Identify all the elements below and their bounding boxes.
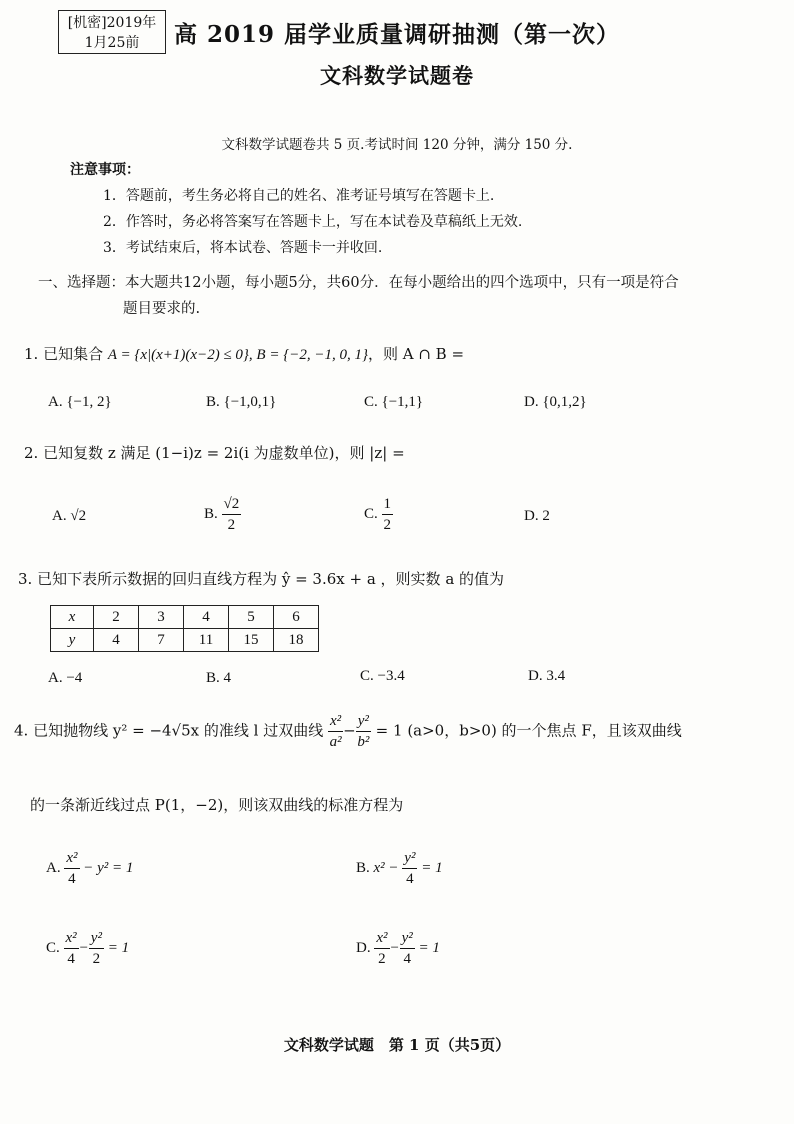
q4-option-d-label: D.	[356, 939, 371, 956]
q4-part-2: = 1 (a>0，b>0) 的一个焦点 F，且该双曲线	[375, 721, 682, 740]
q1-suffix: ，则 A ∩ B =	[367, 345, 465, 363]
q2-option-b	[204, 494, 241, 535]
question-1-stem	[24, 343, 464, 364]
q4-fraction-x	[328, 711, 343, 752]
q4-option-b	[356, 848, 443, 889]
fraction-numerator: y²	[356, 711, 371, 732]
exam-info: 文科数学试题卷共 5 页.考试时间 120 分钟，满分 150 分.	[221, 137, 573, 153]
fraction-numerator: x²	[374, 928, 389, 949]
q4-option-c-rest: = 1	[107, 939, 130, 956]
fraction-denominator: 4	[406, 871, 414, 887]
question-4-stem	[14, 711, 682, 752]
notice-item: 1．答题前，考生务必将自己的姓名、准考证号填写在答题卡上.	[103, 188, 495, 204]
notice-item: 3．考试结束后，将本试卷、答题卡一并收回.	[103, 240, 383, 256]
table-row-y	[51, 629, 319, 652]
fraction-denominator: 2	[92, 951, 101, 967]
page-footer: 文科数学试题 第 1 页（共5页）	[283, 1036, 511, 1054]
notice-heading: 注意事项：	[70, 162, 140, 178]
fraction-numerator: y²	[400, 928, 415, 949]
table-cell: 15	[229, 629, 274, 652]
table-cell: 6	[274, 606, 319, 629]
q4-option-b-rest: = 1	[421, 859, 443, 876]
q1-option-d: D. {0,1,2}	[524, 394, 587, 410]
fraction-numerator: y²	[89, 928, 104, 949]
q1-option-a: A. {−1, 2}	[48, 394, 112, 410]
q2-option-b-label: B.	[204, 505, 218, 522]
fraction-denominator: 4	[403, 951, 411, 967]
q3-option-b: B. 4	[206, 670, 232, 686]
table-cell: 5	[229, 606, 274, 629]
stamp-line-2: 1月25前	[84, 35, 140, 51]
table-header-x: x	[51, 606, 94, 629]
regression-data-table	[50, 605, 319, 652]
question-2-stem: 2. 已知复数 z 满足 (1−i)z = 2i(i 为虚数单位)，则 |z| =	[24, 444, 405, 462]
fraction-numerator: x²	[328, 711, 343, 732]
q4-option-c-fraction-2	[89, 928, 104, 969]
table-cell: 4	[94, 629, 139, 652]
fraction-denominator: a²	[329, 734, 342, 750]
q2-option-a: A. √2	[52, 508, 87, 524]
q3-option-c: C. −3.4	[360, 668, 405, 684]
q4-option-b-label: B.	[356, 859, 370, 876]
q4-option-a	[46, 848, 133, 889]
q4-option-c-fraction-1	[64, 928, 79, 969]
fraction-denominator: b²	[357, 734, 370, 750]
notice-item: 2．作答时，务必将答案写在答题卡上，写在本试卷及草稿纸上无效.	[103, 214, 523, 230]
question-3-stem: 3. 已知下表所示数据的回归直线方程为 ŷ = 3.6x + a ，则实数 a 的值为	[18, 570, 505, 588]
q3-option-a: A. −4	[48, 670, 83, 686]
q4-option-b-fraction	[402, 848, 417, 889]
exam-title: 高 2019 届学业质量调研抽测（第一次）	[173, 21, 621, 48]
fraction-numerator: 1	[382, 494, 394, 515]
fraction-denominator: 2	[227, 517, 236, 533]
q2-option-c	[364, 494, 393, 535]
q4-option-a-rest: − y² = 1	[83, 859, 134, 876]
section-heading	[38, 270, 778, 322]
q4-option-c-label: C.	[46, 939, 60, 956]
fraction-numerator: x²	[64, 848, 79, 869]
table-cell: 11	[184, 629, 229, 652]
q4-option-a-label: A.	[46, 859, 61, 876]
fraction-denominator: 4	[68, 871, 76, 887]
table-cell: 4	[184, 606, 229, 629]
q4-option-b-pre: x² −	[373, 859, 399, 876]
table-cell: 7	[139, 629, 184, 652]
q4-line-2: 的一条渐近线过点 P(1，−2)，则该双曲线的标准方程为	[30, 796, 404, 814]
q1-option-b: B. {−1,0,1}	[206, 394, 277, 410]
fraction-denominator: 4	[67, 951, 75, 967]
q4-minus: −	[343, 721, 356, 740]
fraction-denominator: 2	[378, 951, 386, 967]
fraction-numerator: √2	[222, 494, 242, 515]
section-line-1: 一、选择题：本大题共12小题，每小题5分，共60分．在每小题给出的四个选项中，只有一项是符合	[38, 275, 679, 291]
table-cell: 3	[139, 606, 184, 629]
q1-prefix: 1. 已知集合	[24, 345, 108, 363]
q4-option-c: C. $\frac{\text{x²}}{4}$ − $\frac{\text{y²}}{2}$ = 1	[46, 930, 130, 967]
q3-option-d: D. 3.4	[528, 668, 566, 684]
q2-option-b-fraction	[222, 494, 242, 535]
q4-part-1: 4. 已知抛物线 y² = −4√5x 的准线 l 过双曲线	[14, 721, 324, 740]
stamp-line-1: [机密]2019年	[67, 15, 157, 31]
q4-option-d-fraction-2	[400, 928, 415, 969]
fraction-denominator: 2	[383, 517, 392, 533]
table-header-y: y	[51, 629, 94, 652]
q4-option-d: D. $\frac{\text{x²}}{2}$ − $\frac{\text{y²}}{4}$ = 1	[356, 930, 440, 967]
q4-option-d-rest: = 1	[418, 939, 440, 956]
fraction-numerator: y²	[402, 848, 417, 869]
q4-fraction-y	[356, 711, 371, 752]
q2-option-d: D. 2	[524, 508, 550, 524]
q2-option-c-label: C.	[364, 505, 378, 522]
q1-option-c: C. {−1,1}	[364, 394, 424, 410]
q2-option-c-fraction	[382, 494, 394, 535]
table-cell: 18	[274, 629, 319, 652]
table-cell: 2	[94, 606, 139, 629]
section-line-2: 题目要求的.	[123, 301, 201, 317]
table-row-x	[51, 606, 319, 629]
q4-option-d-fraction-1	[374, 928, 389, 969]
fraction-numerator: x²	[64, 928, 79, 949]
exam-subtitle: 文科数学试题卷	[320, 63, 474, 88]
q4-option-a-fraction	[64, 848, 79, 889]
q1-formula: A = {x|(x+1)(x−2) ≤ 0}, B = {−2, −1, 0, 1}	[107, 347, 368, 363]
